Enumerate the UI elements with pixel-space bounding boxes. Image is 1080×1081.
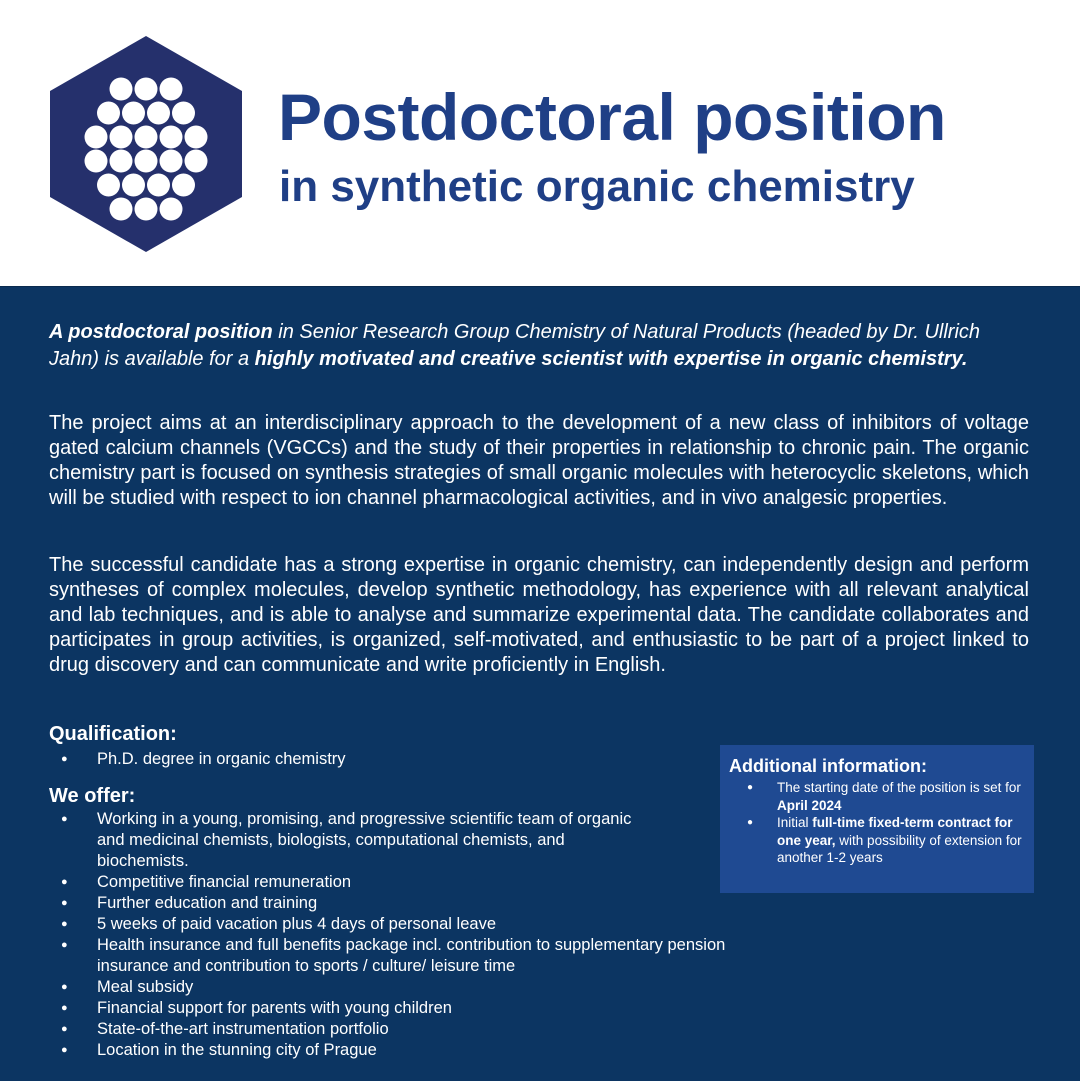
intro-bold-2: highly motivated and creative scientist with expertise in organic chemistry.	[254, 348, 968, 370]
hexagon-dots-logo-icon	[48, 34, 244, 254]
content-panel	[0, 286, 1080, 1081]
intro-paragraph	[49, 319, 1029, 373]
additional-info-box	[720, 745, 1034, 893]
page-subtitle: in synthetic organic chemistry	[279, 162, 915, 211]
list-item: ● Competitive financial remuneration	[49, 872, 789, 893]
list-item: ● Financial support for parents with young children	[49, 998, 789, 1019]
project-paragraph: The project aims at an interdisciplinary approach to the development of a new class of inhibitors of voltage gated calcium channels (VGCCs) and the study of their properties in relationship to chronic pain. The organic chemistry part is focused on synthesis strategies of small organic molecules with heterocyclic skeletons, which will be studied with respect to ion channel pharmacological activities, and in vivo analgesic properties.	[49, 412, 1029, 509]
offer-heading: We offer:	[49, 785, 136, 807]
info-text: The starting date of the position is set for	[777, 780, 1021, 795]
header	[0, 0, 1080, 286]
list-item: ● State-of-the-art instrumentation portfolio	[49, 1019, 789, 1040]
info-text: Initial	[777, 815, 813, 830]
list-item	[729, 814, 1024, 867]
qualification-heading: Qualification:	[49, 723, 177, 745]
page-title: Postdoctoral position	[278, 80, 946, 154]
info-text: with possibility of extension for another 1-2 years	[777, 832, 1022, 865]
additional-info-heading: Additional information:	[729, 756, 927, 776]
info-bold: April 2024	[777, 797, 842, 813]
list-item: ● Further education and training	[49, 893, 789, 914]
offer-list	[49, 809, 789, 1061]
list-item: ● Meal subsidy	[49, 977, 789, 998]
additional-info-list	[729, 779, 1024, 867]
intro-text: in Senior Research Group Chemistry of Natural Products (headed by Dr. Ullrich Jahn) is available for a	[49, 321, 981, 370]
info-bold: full-time fixed-term contract for one year,	[777, 815, 1013, 848]
qualification-list	[49, 749, 689, 770]
list-item: ● Health insurance and full benefits package incl. contribution to supplementary pension insurance and contribution to sports / culture/ leisure time	[49, 935, 789, 977]
candidate-paragraph: The successful candidate has a strong expertise in organic chemistry, can independently design and perform syntheses of complex molecules, develop synthetic methodology, has experience with all relevant analytical and lab techniques, and is able to analyse and summarize experimental data. The candidate collaborates and participates in group activities, is organized, self-motivated, and enthusiastic to be part of a project linked to drug discovery and can communicate and write proficiently in English.	[49, 554, 1029, 676]
list-item: ● 5 weeks of paid vacation plus 4 days of personal leave	[49, 914, 789, 935]
list-item: ● Ph.D. degree in organic chemistry	[49, 749, 689, 770]
list-item: ● Location in the stunning city of Prague	[49, 1040, 789, 1061]
intro-bold-1: A postdoctoral position	[49, 321, 273, 343]
list-item: ● Working in a young, promising, and progressive scientific team of organic and medicinal chemists, biologists, computational chemists, and biochemists.	[49, 809, 789, 872]
list-item	[729, 779, 1024, 814]
